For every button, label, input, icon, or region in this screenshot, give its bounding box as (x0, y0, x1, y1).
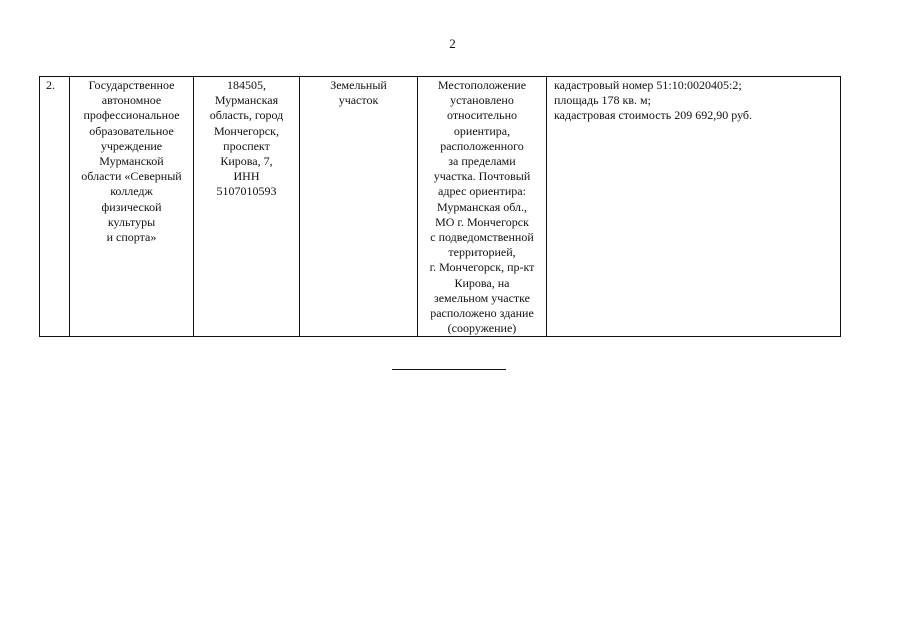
address-cell: 184505, Мурманская область, город Мончегорск, проспект Кирова, 7, ИНН 5107010593 (194, 77, 300, 337)
object-type-cell: Земельный участок (300, 77, 418, 337)
table-row (40, 77, 841, 337)
property-registry-table (39, 76, 841, 337)
closing-rule (392, 369, 506, 370)
page-number: 2 (449, 36, 456, 51)
cadastral-details-cell: кадастровый номер 51:10:0020405:2; площадь 178 кв. м; кадастровая стоимость 209 692,90 руб. (547, 77, 841, 337)
location-cell: Местоположение установлено относительно ориентира, расположенного за пределами участка. Почтовый адрес ориентира: Мурманская обл., МО г. Мончегорск с подведомственной территорией, г. Мончегорск, пр-кт Кирова, на земельном участке расположено здание (сооружение) (418, 77, 547, 337)
row-number-cell: 2. (40, 77, 70, 337)
holder-name-cell: Государственное автономное профессиональное образовательное учреждение Мурманской области «Северный колледж физической культуры и спорта» (70, 77, 194, 337)
